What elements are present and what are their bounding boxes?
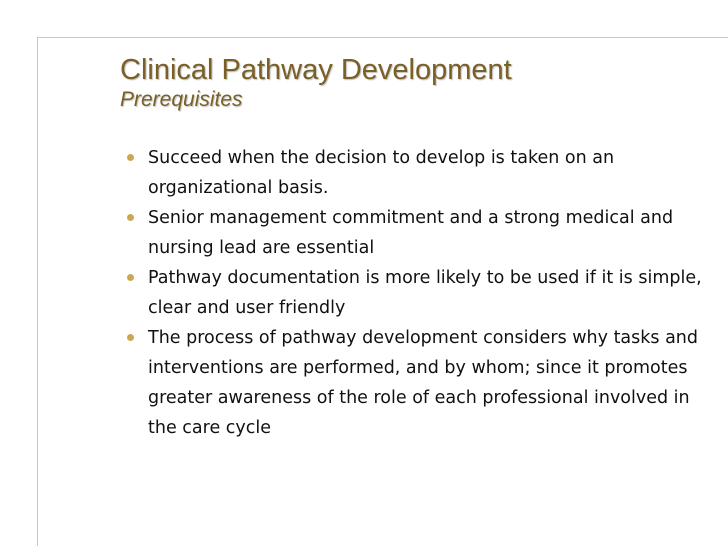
title-block bbox=[120, 52, 710, 112]
bullet-item bbox=[124, 143, 714, 203]
bullet-marker-icon bbox=[127, 274, 134, 281]
slide-subtitle: Prerequisites bbox=[120, 88, 243, 111]
bullet-text: The process of pathway development considers why tasks and interventions are performed, and by whom; since it promotes greater awareness of the role of each professional involved in the care cycle bbox=[148, 328, 699, 438]
bullet-text: Senior management commitment and a strong medical and nursing lead are essential bbox=[148, 208, 674, 258]
bullet-text: Succeed when the decision to develop is taken on an organizational basis. bbox=[148, 148, 615, 198]
bullet-item bbox=[124, 263, 714, 323]
slide-title: Clinical Pathway Development bbox=[120, 54, 512, 86]
bullet-text: Pathway documentation is more likely to be used if it is simple, clear and user friendly bbox=[148, 268, 702, 318]
bullet-item bbox=[124, 323, 714, 443]
bullet-list bbox=[124, 143, 714, 443]
bullet-marker-icon bbox=[127, 214, 134, 221]
bullet-marker-icon bbox=[127, 334, 134, 341]
bullet-item bbox=[124, 203, 714, 263]
bullet-marker-icon bbox=[127, 154, 134, 161]
